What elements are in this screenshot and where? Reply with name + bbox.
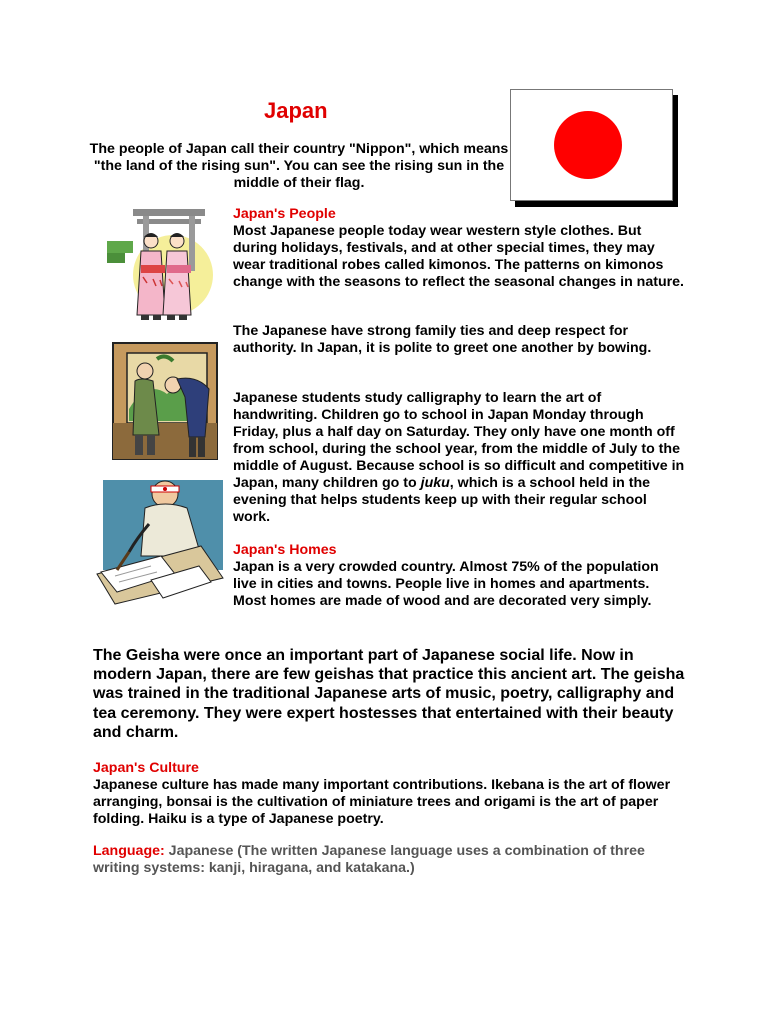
section-heading-homes: Japan's Homes: [233, 542, 337, 558]
juku-term: juku: [420, 475, 450, 491]
intro-paragraph: The people of Japan call their country "Nippon", which means "the land of the rising sun". You can see the rising sun in the middle of their flag.: [89, 141, 509, 191]
page-title: Japan: [264, 98, 328, 123]
bowing-illustration: [107, 339, 223, 463]
homes-paragraph: Japan is a very crowded country. Almost 75% of the population live in cities and towns. People live in homes and apartments. Most homes are made of wood and are decorated very simply.: [233, 559, 659, 609]
section-heading-people: Japan's People: [233, 206, 336, 222]
language-label: Language:: [93, 843, 165, 859]
people-paragraph-2: The Japanese have strong family ties and deep respect for authority. In Japan, it is polite to greet one another by bowing.: [233, 323, 652, 356]
geisha-paragraph: The Geisha were once an important part of Japanese social life. Now in modern Japan, there are few geishas that practice this ancient art. The geisha was trained in the traditional Japanese arts of music, poetry, calligraphy and tea ceremony. They were expert hostesses that entertained with their beauty and charm.: [93, 647, 685, 741]
culture-paragraph: Japanese culture has made many important contributions. Ikebana is the art of flower arranging, bonsai is the cultivation of miniature trees and origami is the art of paper folding. Haiku is a type of Japanese poetry.: [93, 777, 671, 827]
people-paragraph-1: Most Japanese people today wear western style clothes. But during holidays, festivals, and at other special times, they may wear traditional robes called kimonos. The patterns on kimonos change with the seasons to reflect the seasonal changes in nature.: [233, 223, 684, 290]
japan-flag: [510, 89, 673, 201]
calligraphy-student-illustration: [91, 474, 227, 608]
language-text: Japanese (The written Japanese language uses a combination of three writing systems: kanji, hiragana, and katakana.): [93, 843, 645, 876]
language-paragraph: [93, 843, 673, 877]
rising-sun-disc: [554, 111, 622, 179]
section-heading-culture: Japan's Culture: [93, 760, 199, 776]
people-paragraph-3-text: Japanese students study calligraphy to learn the art of handwriting. Children go to school in Japan Monday through Friday, plus a half day on Saturday. They only have one month off from school, during the school year, from the middle of July to the middle of August. Because school is so difficult and competitive in Japan, many children go to: [233, 390, 685, 491]
kimono-couple-illustration: [103, 203, 221, 325]
people-paragraph-3-tail: , which is a school held in the evening that helps students keep up with their regular school work.: [233, 475, 651, 525]
people-paragraph-3: [233, 390, 685, 526]
